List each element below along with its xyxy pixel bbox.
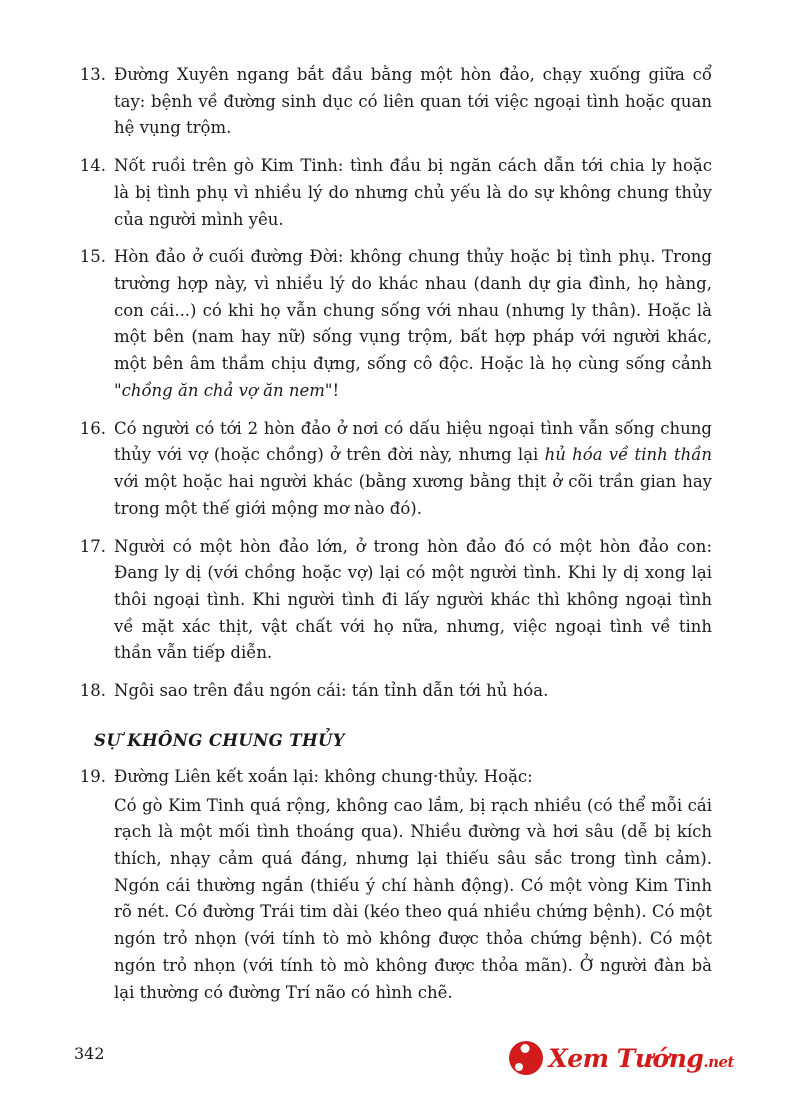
list-item-number: 13. [79,65,106,84]
list-item-lead: Đường Liên kết xoắn lại: không chung·thủy. Hoặc: [114,766,533,786]
list-item-number: 16. [79,418,106,438]
list-item-text-after: với một hoặc hai người khác (bằng xương bằng thịt ở cõi trần gian hay trong một thế giới mộng mơ nào đó). [114,472,712,518]
list-item-body: Có gò Kim Tinh quá rộng, không cao lắm, bị rạch nhiều (có thể mỗi cái rạch là một mối tình thoáng qua). Nhiều đường và hơi sâu (dễ bị kích thích, nhạy cảm quá đáng, nhưng lại thiếu sâu sắc trong tình cảm). Ngón cái thường ngắn (thiếu ý chí hành động). Có một vòng Kim Tinh rõ nét. Có đường Trái tim dài (kéo theo quá nhiều chứng bệnh). Có một ngón trỏ nhọn (với tính tò mò không được thỏa chứng bệnh). Có một ngón trỏ nhọn (với tính tò mò không được thỏa mãn). Ở người đàn bà lại thường có đường Trí não có hình chẽ. [114,795,712,1002]
list-item-text [114,764,712,1006]
list-item-text-after: ! [332,380,340,400]
yin-yang-icon [509,1041,543,1075]
list-item [72,153,712,233]
list-item-text: Ngôi sao trên đầu ngón cái: tán tỉnh dẫn tới hủ hóa. [114,681,549,701]
list-item-number: 15. [79,247,106,267]
page-content [72,62,712,1017]
watermark-brand: Xem Tướng [548,1043,704,1073]
list-item [72,534,712,668]
list-item [72,678,712,705]
watermark [509,1036,734,1080]
list-item-number: 18. [79,681,106,701]
watermark-suffix: .net [703,1052,734,1071]
section-heading: SỰ KHÔNG CHUNG THỦY [94,730,345,750]
list-item-text-main: Có người có tới 2 hòn đảo ở nơi có dấu hiệu ngoại tình vẫn sống chung thủy với vợ (hoặc chồng) ở trên đời này, nhưng lại [114,418,712,465]
watermark-text [548,1043,734,1073]
list-item [72,62,712,142]
list-item-text: Đường Xuyên ngang bắt đầu bằng một hòn đảo, chạy xuống giữa cổ tay: bệnh về đường sinh dục có liên quan tới việc ngoại tình hoặc quan hệ vụng trộm. [114,65,712,138]
list-item-number: 19. [79,766,106,786]
list-item-text-italic: "chồng ăn chả vợ ăn nem" [114,380,333,400]
list-item-number: 17. [79,536,106,556]
list-item-text-italic: hủ hóa về tinh thần [544,445,712,465]
page-number: 342 [74,1044,105,1063]
list-item-text: Người có một hòn đảo lớn, ở trong hòn đảo đó có một hòn đảo con: Đang ly dị (với chồng hoặc vợ) lại có một người tình. Khi ly dị xong lại thôi ngoại tình. Khi người tình đi lấy người khác thì không ngoại tình về mặt xác thịt, vật chất với họ nữa, nhưng, việc ngoại tình về tinh thần vẫn tiếp diễn. [114,536,712,663]
list-item-text [114,416,712,523]
list-item-text [114,244,712,404]
list-item-text-main: Hòn đảo ở cuối đường Đời: không chung thủy hoặc bị tình phụ. Trong trường hợp này, vì nhiều lý do khác nhau (danh dự gia đình, họ hàng, con cái...) có khi họ vẫn chung sống với nhau (nhưng ly thân). Hoặc là một bên (nam hay nữ) sống vụng trộm, bất hợp pháp với người khác, một bên âm thầm chịu đựng, sống cô độc. Hoặc là họ cùng sống cảnh [114,247,712,374]
list-item-text: Nốt ruồi trên gò Kim Tinh: tình đầu bị ngăn cách dẫn tới chia ly hoặc là bị tình phụ vì nhiều lý do nhưng chủ yếu là do sự không chung thủy của người mình yêu. [114,156,712,229]
list-item-number: 14. [79,156,106,176]
list-item [72,416,712,523]
list-item [72,764,712,1006]
list-item [72,244,712,404]
